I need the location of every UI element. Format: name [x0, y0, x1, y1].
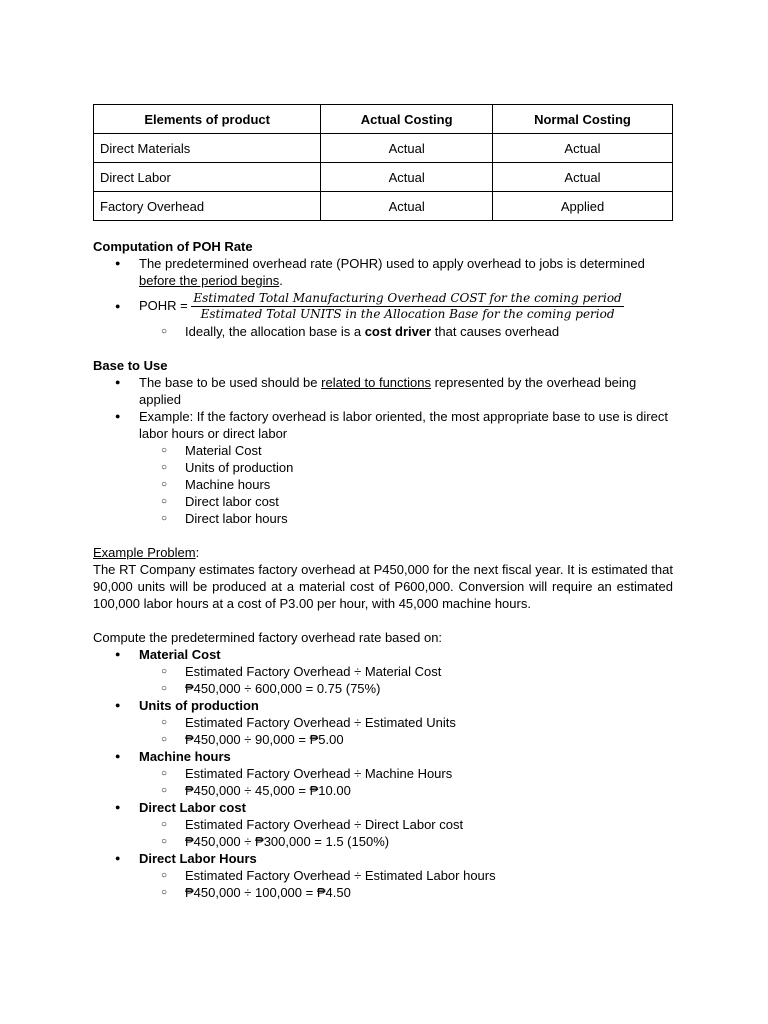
- list-item: ○ Direct labor hours: [93, 510, 673, 527]
- list-item: [93, 374, 673, 408]
- underlined-text: related to functions: [321, 375, 431, 390]
- table-row: [94, 134, 673, 163]
- formula-item: [93, 289, 673, 323]
- list-item: ○ ₱450,000 ÷ 600,000 = 0.75 (75%): [93, 680, 673, 697]
- list-item: ○ Estimated Factory Overhead ÷ Estimated Units: [93, 714, 673, 731]
- list-item-text: that causes overhead: [431, 324, 560, 339]
- heading-colon: :: [195, 545, 200, 560]
- list-item: ○ Material Cost: [93, 442, 673, 459]
- table-cell: Factory Overhead: [94, 192, 321, 221]
- table-cell: Applied: [493, 192, 673, 221]
- base-heading: Base to Use: [93, 358, 168, 373]
- list-item: ○ Direct labor cost: [93, 493, 673, 510]
- table-header: Elements of product: [94, 105, 321, 134]
- list-item: ● Material Cost: [93, 646, 673, 663]
- formula-label: POHR =: [139, 298, 192, 313]
- list-item: ● Units of production: [93, 697, 673, 714]
- list-item-text: The base to be used should be: [139, 375, 322, 390]
- list-item: ○ ₱450,000 ÷ 90,000 = ₱5.00: [93, 731, 673, 748]
- list-item-text: Ideally, the allocation base is a: [185, 324, 365, 339]
- list-item: ● Direct Labor Hours: [93, 850, 673, 867]
- list-item: ○ Estimated Factory Overhead ÷ Material Cost: [93, 663, 673, 680]
- table-header-row: [94, 105, 673, 134]
- list-item-text: The predetermined overhead rate (POHR) used to apply overhead to jobs is determined: [139, 256, 645, 271]
- formula-denominator: Estimated Total UNITS in the Allocation Base for the coming period: [200, 307, 615, 322]
- base-list: [93, 374, 673, 527]
- list-item: ○ Machine hours: [93, 476, 673, 493]
- list-item: ○ ₱450,000 ÷ 100,000 = ₱4.50: [93, 884, 673, 901]
- table-row: [94, 192, 673, 221]
- list-item: ○ ₱450,000 ÷ ₱300,000 = 1.5 (150%): [93, 833, 673, 850]
- list-item: ● Machine hours: [93, 748, 673, 765]
- table-cell: Actual: [493, 134, 673, 163]
- costing-table: [93, 104, 673, 221]
- list-item: [93, 323, 673, 340]
- document-page: [93, 104, 673, 901]
- table-row: [94, 163, 673, 192]
- table-cell: Actual: [321, 192, 493, 221]
- list-item-text: .: [279, 273, 283, 288]
- poh-heading: Computation of POH Rate: [93, 239, 253, 254]
- list-item: ○ Estimated Factory Overhead ÷ Estimated Labor hours: [93, 867, 673, 884]
- table-cell: Actual: [321, 134, 493, 163]
- example-heading: [93, 544, 673, 561]
- table-header: Actual Costing: [321, 105, 493, 134]
- table-cell: Direct Materials: [94, 134, 321, 163]
- underlined-text: before the period begins: [139, 273, 280, 288]
- table-cell: Direct Labor: [94, 163, 321, 192]
- table-cell: Actual: [321, 163, 493, 192]
- table-header: Normal Costing: [493, 105, 673, 134]
- bold-text: cost driver: [364, 324, 432, 339]
- compute-instruction: Compute the predetermined factory overhead rate based on:: [93, 630, 443, 645]
- list-item: ○ Estimated Factory Overhead ÷ Machine Hours: [93, 765, 673, 782]
- formula-numerator: Estimated Total Manufacturing Overhead COST for the coming period: [193, 291, 622, 306]
- list-item: ○ ₱450,000 ÷ 45,000 = ₱10.00: [93, 782, 673, 799]
- poh-list: [93, 255, 673, 340]
- list-item: ● Example: If the factory overhead is labor oriented, the most appropriate base to use is direct labor hours or direct labor: [93, 408, 673, 442]
- list-item-text: represented by the overhead being applied: [139, 375, 637, 407]
- underlined-text: Example Problem: [93, 545, 196, 560]
- list-item: ○ Estimated Factory Overhead ÷ Direct Labor cost: [93, 816, 673, 833]
- table-cell: Actual: [493, 163, 673, 192]
- formula-fraction: [191, 291, 623, 322]
- compute-list: [93, 646, 673, 901]
- list-item: ● Direct Labor cost: [93, 799, 673, 816]
- list-item: ○ Units of production: [93, 459, 673, 476]
- example-paragraph: The RT Company estimates factory overhead at P450,000 for the next fiscal year. It is estimated that 90,000 units will be produced at a material cost of P600,000. Conversion will require an estimated 100,000 labor hours at a cost of P3.00 per hour, with 45,000 machine hours.: [93, 562, 673, 611]
- list-item: [93, 255, 673, 289]
